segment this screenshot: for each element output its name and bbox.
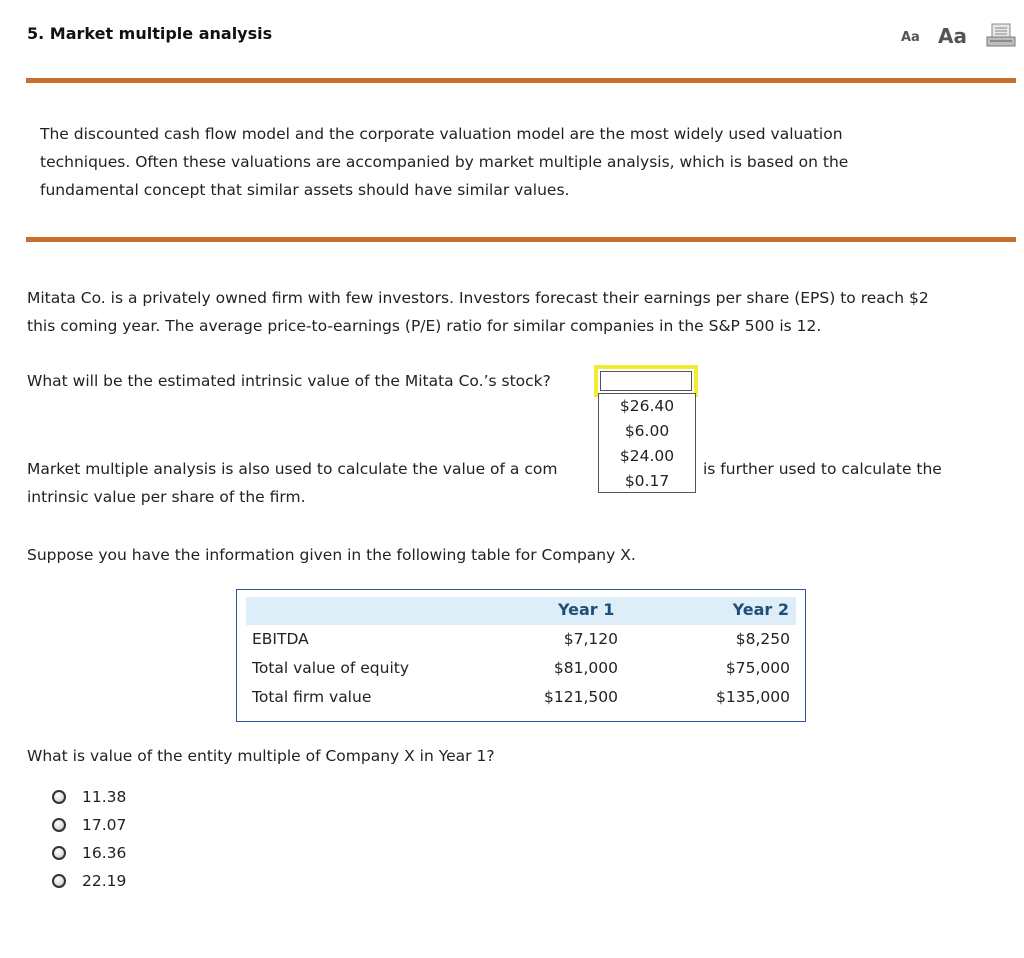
scenario-text	[27, 284, 1017, 340]
font-size-small-button[interactable]: Aa	[901, 30, 920, 45]
divider-middle	[26, 237, 1016, 242]
font-size-large-button[interactable]: Aa	[938, 24, 967, 48]
table-row-label: EBITDA	[252, 630, 309, 648]
radio-button[interactable]	[52, 846, 66, 860]
radio-button[interactable]	[52, 818, 66, 832]
question-2-text: What is value of the entity multiple of Company X in Year 1?	[27, 747, 495, 765]
answer-option[interactable]	[52, 785, 126, 809]
intro-text	[40, 120, 940, 204]
table-row-label: Total firm value	[252, 688, 372, 706]
answer-option-label: 17.07	[82, 816, 127, 834]
multiple-text-left: Market multiple analysis is also used to calculate the value of a com	[27, 460, 558, 478]
intro-line: techniques. Often these valuations are accompanied by market multiple analysis, which is based on the	[40, 153, 849, 171]
radio-button[interactable]	[52, 790, 66, 804]
multiple-text-right: is further used to calculate the	[703, 460, 942, 478]
scenario-line: this coming year. The average price-to-earnings (P/E) ratio for similar companies in the S&P 500 is 12.	[27, 317, 822, 335]
answer-option-label: 22.19	[82, 872, 127, 890]
dropdown-option[interactable]: $26.40	[619, 397, 675, 415]
table-cell: $121,500	[544, 688, 618, 706]
table-header-year-1: Year 1	[558, 600, 615, 619]
page-title: 5. Market multiple analysis	[27, 24, 273, 43]
table-header-row	[246, 597, 796, 625]
radio-button[interactable]	[52, 874, 66, 888]
dropdown-option[interactable]: $0.17	[624, 472, 670, 490]
multiple-text-line2: intrinsic value per share of the firm.	[27, 488, 306, 506]
scenario-line: Mitata Co. is a privately owned firm with few investors. Investors forecast their earnings per share (EPS) to reach $2	[27, 289, 929, 307]
question-1-text: What will be the estimated intrinsic value of the Mitata Co.’s stock?	[27, 372, 551, 390]
dropdown-options-list[interactable]	[598, 393, 696, 493]
table-row-label: Total value of equity	[252, 659, 410, 677]
answer-option-label: 11.38	[82, 788, 127, 806]
answer-option[interactable]	[52, 813, 126, 837]
print-icon[interactable]	[986, 23, 1016, 47]
dropdown-selected-value[interactable]	[600, 371, 692, 391]
table-cell: $8,250	[735, 630, 790, 648]
answer-option[interactable]	[52, 841, 126, 865]
table-cell: $135,000	[716, 688, 790, 706]
table-cell: $75,000	[725, 659, 790, 677]
table-header-year-2: Year 2	[732, 600, 789, 619]
dropdown-option[interactable]: $6.00	[624, 422, 670, 440]
intro-line: The discounted cash flow model and the corporate valuation model are the most widely used valuation	[40, 125, 843, 143]
company-x-table	[236, 589, 806, 722]
dropdown-option[interactable]: $24.00	[619, 447, 675, 465]
table-intro-text: Suppose you have the information given in the following table for Company X.	[27, 546, 636, 564]
table-cell: $7,120	[563, 630, 618, 648]
answer-option-label: 16.36	[82, 844, 127, 862]
table-cell: $81,000	[553, 659, 618, 677]
intro-line: fundamental concept that similar assets should have similar values.	[40, 181, 570, 199]
answer-option[interactable]	[52, 869, 126, 893]
divider-top	[26, 78, 1016, 83]
